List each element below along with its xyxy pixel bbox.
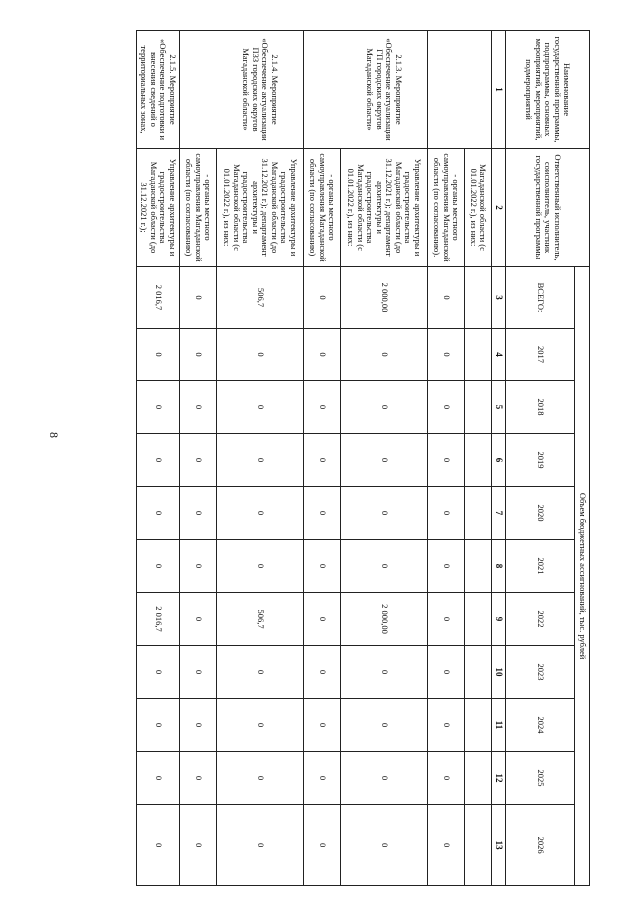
value-cell: 0 bbox=[137, 646, 180, 699]
value-cell: 0 bbox=[180, 805, 217, 886]
exec-cell: - органы местного самоуправления Магаданской области (по согласованию) bbox=[304, 149, 341, 267]
budget-table bbox=[136, 30, 590, 886]
value-cell: 0 bbox=[341, 752, 428, 805]
year-header: 2023 bbox=[506, 646, 575, 699]
value-cell: 0 bbox=[217, 752, 304, 805]
value-cell: 0 bbox=[180, 381, 217, 434]
value-cell: 0 bbox=[180, 540, 217, 593]
value-cell: 0 bbox=[217, 540, 304, 593]
exec-cell: - органы местного самоуправления Магаданской области (по согласованию) bbox=[180, 149, 217, 267]
value-cell bbox=[465, 434, 492, 487]
value-cell: 0 bbox=[341, 329, 428, 381]
value-cell bbox=[465, 381, 492, 434]
index-cell: 11 bbox=[492, 699, 506, 752]
value-cell: 0 bbox=[304, 540, 341, 593]
value-cell: 0 bbox=[137, 805, 180, 886]
value-cell: 0 bbox=[304, 699, 341, 752]
col2-header: Ответственный исполнитель, соисполнитель, участник государственной программы bbox=[506, 149, 590, 267]
value-cell: 0 bbox=[341, 540, 428, 593]
value-cell: 506,7 bbox=[217, 593, 304, 646]
value-cell: 2 016,7 bbox=[137, 593, 180, 646]
value-cell: 0 bbox=[341, 381, 428, 434]
value-cell: 0 bbox=[137, 540, 180, 593]
value-cell bbox=[465, 593, 492, 646]
index-cell: 7 bbox=[492, 487, 506, 540]
year-header: 2021 bbox=[506, 540, 575, 593]
value-cell bbox=[465, 329, 492, 381]
index-cell: 13 bbox=[492, 805, 506, 886]
total-cell: 0 bbox=[180, 267, 217, 329]
value-cell: 0 bbox=[137, 434, 180, 487]
value-cell: 0 bbox=[180, 487, 217, 540]
year-header: 2026 bbox=[506, 805, 575, 886]
value-cell: 0 bbox=[217, 329, 304, 381]
index-cell: 2 bbox=[492, 149, 506, 267]
value-cell: 0 bbox=[428, 540, 465, 593]
value-cell: 2 000,00 bbox=[341, 593, 428, 646]
table-row bbox=[465, 31, 492, 886]
name-cell: 2.1.4. Мероприятие «Обеспечение актуализации ПЗЗ городских округов Магаданской области» bbox=[217, 31, 304, 149]
value-cell: 0 bbox=[304, 329, 341, 381]
value-cell: 0 bbox=[137, 487, 180, 540]
col1-header: Наименование государственной программы, подпрограммы, основных мероприятий, мероприятий, подмероприятий bbox=[506, 31, 590, 149]
table-row bbox=[304, 31, 341, 886]
rotated-table-wrapper bbox=[136, 30, 590, 886]
value-cell: 0 bbox=[304, 487, 341, 540]
index-cell: 1 bbox=[492, 31, 506, 149]
table-row bbox=[341, 31, 428, 886]
index-cell: 9 bbox=[492, 593, 506, 646]
total-cell: 2 016,7 bbox=[137, 267, 180, 329]
value-cell: 0 bbox=[217, 699, 304, 752]
value-cell: 0 bbox=[428, 805, 465, 886]
table-row bbox=[137, 31, 180, 886]
value-cell bbox=[465, 487, 492, 540]
value-cell: 0 bbox=[217, 805, 304, 886]
exec-cell: Магаданской области (с 01.01.2022 г.), из них: bbox=[465, 149, 492, 267]
total-cell: 506,7 bbox=[217, 267, 304, 329]
index-cell: 12 bbox=[492, 752, 506, 805]
value-cell: 0 bbox=[428, 487, 465, 540]
index-cell: 3 bbox=[492, 267, 506, 329]
value-cell: 0 bbox=[428, 381, 465, 434]
index-cell: 4 bbox=[492, 329, 506, 381]
year-header: 2020 bbox=[506, 487, 575, 540]
value-cell bbox=[465, 540, 492, 593]
page-number: 8 bbox=[47, 432, 61, 438]
value-cell: 0 bbox=[180, 434, 217, 487]
budget-header: Объем бюджетных ассигнований, тыс. рублей bbox=[575, 267, 590, 886]
value-cell: 0 bbox=[180, 593, 217, 646]
value-cell: 0 bbox=[217, 381, 304, 434]
value-cell: 0 bbox=[304, 646, 341, 699]
value-cell: 0 bbox=[341, 487, 428, 540]
year-header: 2018 bbox=[506, 381, 575, 434]
total-cell: 2 000,00 bbox=[341, 267, 428, 329]
value-cell bbox=[465, 646, 492, 699]
value-cell: 0 bbox=[428, 699, 465, 752]
year-header: 2025 bbox=[506, 752, 575, 805]
value-cell: 0 bbox=[341, 805, 428, 886]
total-cell: 0 bbox=[304, 267, 341, 329]
name-cell bbox=[180, 31, 217, 149]
name-cell bbox=[428, 31, 465, 149]
value-cell: 0 bbox=[180, 752, 217, 805]
value-cell: 0 bbox=[428, 752, 465, 805]
value-cell: 0 bbox=[217, 646, 304, 699]
year-header: 2024 bbox=[506, 699, 575, 752]
total-cell: 0 bbox=[428, 267, 465, 329]
exec-cell: - органы местного самоуправления Магаданской области (по согласованию). bbox=[428, 149, 465, 267]
year-header: 2017 bbox=[506, 329, 575, 381]
value-cell: 0 bbox=[217, 434, 304, 487]
index-cell: 5 bbox=[492, 381, 506, 434]
index-cell: 6 bbox=[492, 434, 506, 487]
name-cell bbox=[465, 31, 492, 149]
value-cell: 0 bbox=[304, 593, 341, 646]
exec-cell: Управление архитектуры и градостроительства Магаданской области (до 31.12.2021 г.); департамент архитектуры и градостроительства Магаданской области (с 01.01.2022 г.), из них: bbox=[341, 149, 428, 267]
value-cell: 0 bbox=[137, 381, 180, 434]
index-cell: 10 bbox=[492, 646, 506, 699]
value-cell: 0 bbox=[428, 646, 465, 699]
value-cell: 0 bbox=[180, 699, 217, 752]
total-cell bbox=[465, 267, 492, 329]
value-cell: 0 bbox=[428, 593, 465, 646]
value-cell: 0 bbox=[217, 487, 304, 540]
value-cell: 0 bbox=[304, 805, 341, 886]
year-header: 2019 bbox=[506, 434, 575, 487]
value-cell: 0 bbox=[304, 381, 341, 434]
value-cell: 0 bbox=[137, 699, 180, 752]
value-cell: 0 bbox=[428, 434, 465, 487]
exec-cell: Управление архитектуры и градостроительства Магаданской области (до 31.12.2021 г.); bbox=[137, 149, 180, 267]
exec-cell: Управление архитектуры и градостроительства Магаданской области (до 31.12.2021 г.); департамент архитектуры и градостроительства Магаданской области (с 01.01.2022 г.), из них: bbox=[217, 149, 304, 267]
table-row bbox=[180, 31, 217, 886]
value-cell: 0 bbox=[304, 752, 341, 805]
value-cell bbox=[465, 699, 492, 752]
name-cell: 2.1.5. Мероприятие «Обеспечение подготовки и внесения сведений о территориальных зонах, bbox=[137, 31, 180, 149]
value-cell: 0 bbox=[180, 646, 217, 699]
name-cell bbox=[304, 31, 341, 149]
total-header: ВСЕГО: bbox=[506, 267, 575, 329]
name-cell: 2.1.3. Мероприятие «Обеспечение актуализации ГП городских округов Магаданской области» bbox=[341, 31, 428, 149]
year-header: 2022 bbox=[506, 593, 575, 646]
value-cell: 0 bbox=[137, 329, 180, 381]
value-cell: 0 bbox=[428, 329, 465, 381]
value-cell bbox=[465, 805, 492, 886]
table-row bbox=[217, 31, 304, 886]
value-cell: 0 bbox=[180, 329, 217, 381]
value-cell: 0 bbox=[341, 699, 428, 752]
index-cell: 8 bbox=[492, 540, 506, 593]
value-cell: 0 bbox=[137, 752, 180, 805]
index-row bbox=[492, 31, 506, 886]
value-cell bbox=[465, 752, 492, 805]
value-cell: 0 bbox=[304, 434, 341, 487]
table-row bbox=[428, 31, 465, 886]
value-cell: 0 bbox=[341, 646, 428, 699]
value-cell: 0 bbox=[341, 434, 428, 487]
